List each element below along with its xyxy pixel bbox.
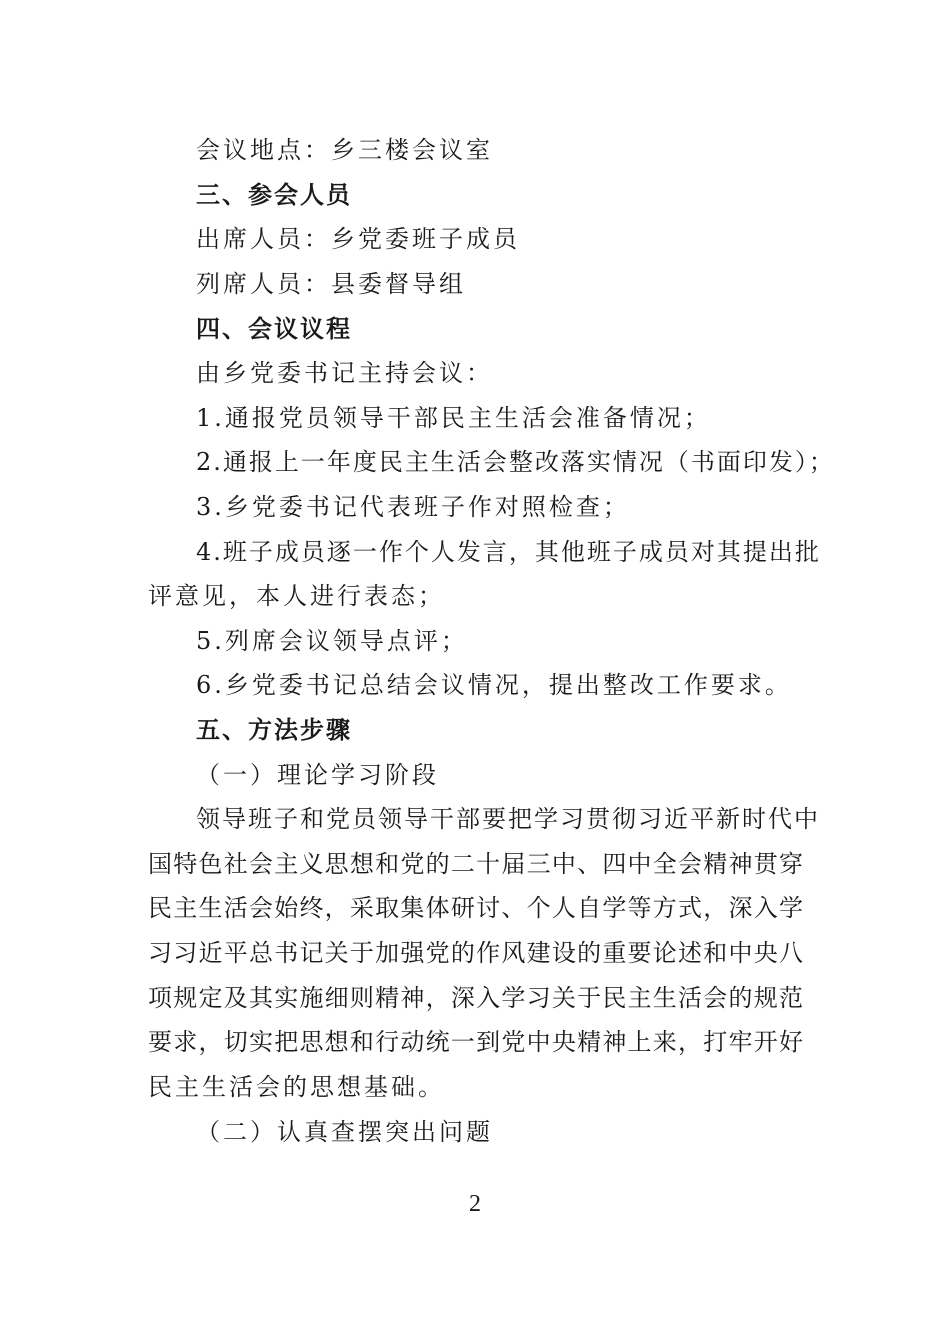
- section-heading-methods: 五、方法步骤: [196, 716, 352, 744]
- attendees-observers: 列席人员：县委督导组: [196, 270, 466, 298]
- meeting-location: 会议地点：乡三楼会议室: [196, 136, 493, 164]
- agenda-item-3: 3.乡党委书记代表班子作对照检查；: [196, 493, 630, 521]
- section-heading-attendees: 三、参会人员: [196, 181, 352, 209]
- attendees-present: 出席人员：乡党委班子成员: [196, 225, 520, 253]
- paragraph-line-2: 国特色社会主义思想和党的二十届三中、四中全会精神贯穿: [148, 850, 804, 878]
- agenda-item-6: 6.乡党委书记总结会议情况，提出整改工作要求。: [196, 671, 792, 699]
- agenda-item-5: 5.列席会议领导点评；: [196, 627, 468, 655]
- agenda-item-1: 1.通报党员领导干部民主生活会准备情况；: [196, 404, 711, 432]
- paragraph-line-6: 要求，切实把思想和行动统一到党中央精神上来，打牢开好: [148, 1028, 804, 1056]
- subheading-problem-finding: （二）认真查摆突出问题: [196, 1118, 493, 1146]
- paragraph-line-5: 项规定及其实施细则精神，深入学习关于民主生活会的规范: [148, 984, 804, 1012]
- paragraph-line-3: 民主生活会始终，采取集体研讨、个人自学等方式，深入学: [148, 894, 804, 922]
- paragraph-line-7: 民主生活会的思想基础。: [148, 1073, 445, 1101]
- subheading-theory-study: （一）理论学习阶段: [196, 761, 439, 789]
- agenda-intro: 由乡党委书记主持会议：: [196, 359, 493, 387]
- agenda-item-2: 2.通报上一年度民主生活会整改落实情况（书面印发）；: [196, 448, 835, 476]
- section-heading-agenda: 四、会议议程: [196, 315, 352, 343]
- agenda-item-4-line-1: 4.班子成员逐一作个人发言，其他班子成员对其提出批: [196, 538, 821, 566]
- page-number: 2: [469, 1191, 481, 1217]
- agenda-item-4-line-2: 评意见，本人进行表态；: [148, 582, 445, 610]
- paragraph-line-4: 习习近平总书记关于加强党的作风建设的重要论述和中央八: [148, 939, 804, 967]
- paragraph-line-1: 领导班子和党员领导干部要把学习贯彻习近平新时代中: [196, 805, 820, 833]
